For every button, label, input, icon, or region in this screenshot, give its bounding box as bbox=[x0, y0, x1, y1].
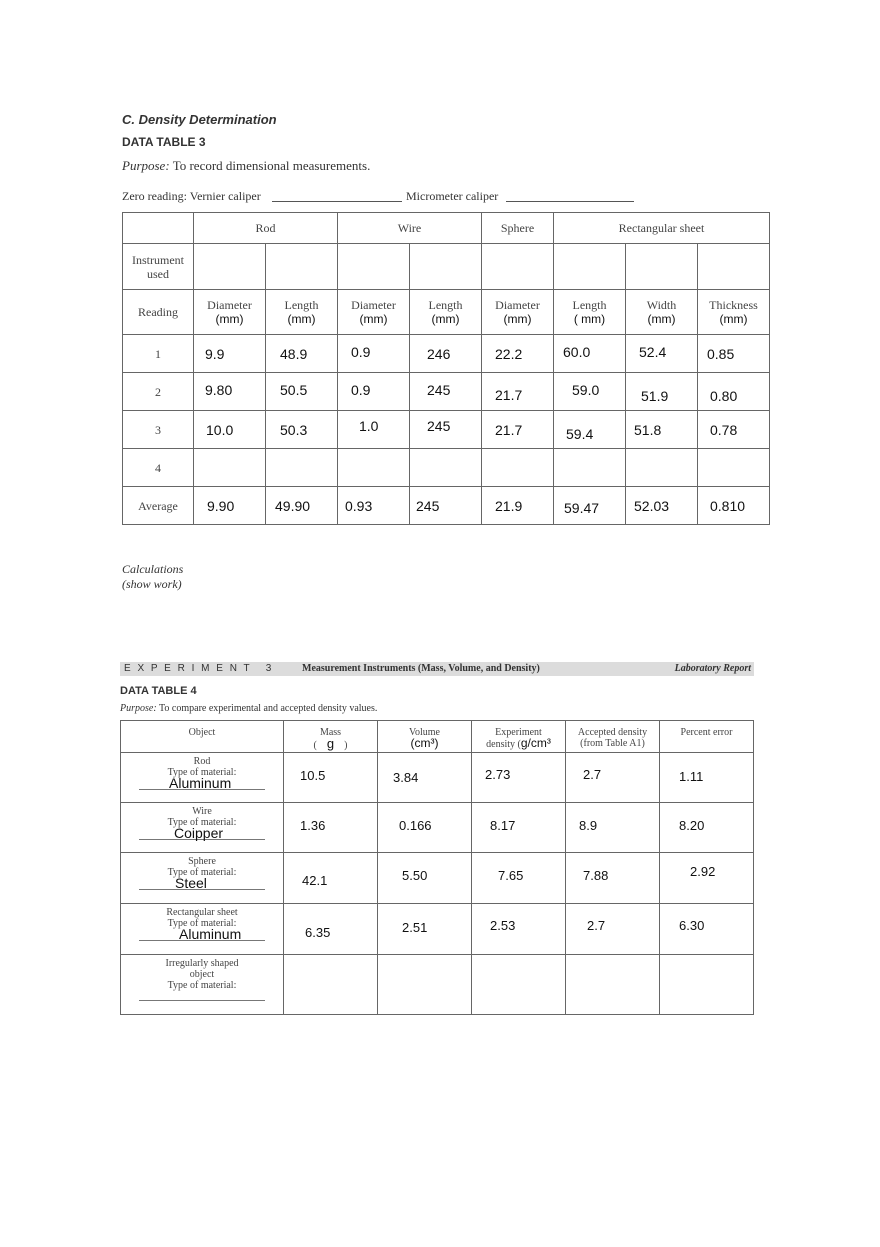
value-cell[interactable]: 59.47 bbox=[554, 487, 626, 525]
col-unit: (mm) bbox=[431, 312, 460, 326]
mass-cell[interactable]: 42.1 bbox=[284, 853, 378, 904]
value-cell[interactable]: 50.3 bbox=[266, 411, 338, 449]
header-accepted-label: Accepted density bbox=[577, 727, 648, 738]
percent-cell[interactable]: 6.30 bbox=[660, 904, 754, 955]
value-cell[interactable]: 9.80 bbox=[194, 373, 266, 411]
header-percent bbox=[660, 721, 754, 753]
object-name-2: object bbox=[189, 969, 215, 980]
value-cell[interactable] bbox=[626, 449, 698, 487]
col-header bbox=[266, 290, 338, 335]
zero-reading-label: Zero reading: bbox=[122, 189, 187, 203]
col-name: Width bbox=[646, 298, 677, 312]
group-header-wire: Wire bbox=[338, 213, 482, 244]
value-cell[interactable]: 51.9 bbox=[626, 373, 698, 411]
experiment-title: Measurement Instruments (Mass, Volume, and Density) bbox=[302, 663, 540, 674]
header-density-prefix: density ( bbox=[486, 739, 521, 750]
value-cell[interactable] bbox=[482, 449, 554, 487]
header-density-unit: g/cm³ bbox=[520, 736, 551, 750]
average-row bbox=[123, 487, 770, 525]
col-name: Length bbox=[284, 298, 319, 312]
value-cell[interactable]: 21.7 bbox=[482, 373, 554, 411]
table4-row-sphere bbox=[121, 853, 754, 904]
header-volume-label: Volume bbox=[409, 727, 440, 738]
value-cell[interactable]: 50.5 bbox=[266, 373, 338, 411]
corner-cell bbox=[123, 213, 194, 244]
exp-density-cell[interactable]: 8.17 bbox=[472, 803, 566, 853]
group-header-sphere: Sphere bbox=[482, 213, 554, 244]
value-cell[interactable]: 22.2 bbox=[482, 335, 554, 373]
object-name: Wire bbox=[192, 806, 212, 817]
value-cell[interactable]: 0.78 bbox=[698, 411, 770, 449]
col-name: Length bbox=[428, 298, 463, 312]
col-name: Thickness bbox=[709, 298, 758, 312]
exp-density-cell[interactable] bbox=[472, 955, 566, 1015]
instrument-cell[interactable] bbox=[266, 244, 338, 290]
reading-label: Reading bbox=[123, 290, 194, 335]
value-cell[interactable] bbox=[410, 449, 482, 487]
value-cell[interactable]: 1.0 bbox=[338, 411, 410, 449]
col-unit: (mm) bbox=[215, 312, 244, 326]
volume-cell[interactable] bbox=[378, 955, 472, 1015]
reading-row-3 bbox=[123, 411, 770, 449]
value-cell[interactable]: 51.8 bbox=[626, 411, 698, 449]
header-mass-unit: g bbox=[326, 736, 335, 751]
value-cell[interactable]: 0.9 bbox=[338, 373, 410, 411]
volume-cell[interactable]: 5.50 bbox=[378, 853, 472, 904]
mass-cell[interactable] bbox=[284, 955, 378, 1015]
data-table-4 bbox=[120, 720, 754, 1015]
value-cell[interactable]: 60.0 bbox=[554, 335, 626, 373]
col-unit: (mm) bbox=[719, 312, 748, 326]
calculations-label bbox=[122, 562, 183, 592]
table3-purpose bbox=[122, 158, 370, 174]
object-name: Rod bbox=[193, 756, 211, 767]
table4-row-rod bbox=[121, 753, 754, 803]
value-cell[interactable]: 0.93 bbox=[338, 487, 410, 525]
accepted-cell[interactable]: 2.7 bbox=[566, 904, 660, 955]
row-label: 4 bbox=[123, 449, 194, 487]
instrument-cell[interactable] bbox=[554, 244, 626, 290]
object-name: Sphere bbox=[188, 856, 216, 867]
header-object-label: Object bbox=[188, 727, 216, 738]
header-percent-label: Percent error bbox=[680, 727, 733, 738]
paren-close: ) bbox=[344, 740, 348, 751]
object-cell bbox=[121, 803, 284, 853]
value-cell[interactable]: 48.9 bbox=[266, 335, 338, 373]
header-mass-label: Mass bbox=[319, 727, 342, 738]
col-unit: ( mm) bbox=[573, 312, 606, 326]
value-cell[interactable]: 0.80 bbox=[698, 373, 770, 411]
experiment-banner bbox=[120, 662, 754, 676]
col-header bbox=[338, 290, 410, 335]
table4-header-row bbox=[121, 721, 754, 753]
material-field[interactable]: Aluminum bbox=[139, 778, 265, 790]
exp-density-cell[interactable]: 2.53 bbox=[472, 904, 566, 955]
reading-row-2 bbox=[123, 373, 770, 411]
group-header-rod: Rod bbox=[194, 213, 338, 244]
col-header bbox=[626, 290, 698, 335]
value-cell[interactable] bbox=[194, 449, 266, 487]
instrument-cell[interactable] bbox=[410, 244, 482, 290]
instrument-cell[interactable] bbox=[626, 244, 698, 290]
volume-cell[interactable]: 0.166 bbox=[378, 803, 472, 853]
vernier-blank bbox=[272, 201, 402, 202]
col-unit: (mm) bbox=[647, 312, 676, 326]
zero-reading-line bbox=[122, 189, 261, 204]
percent-cell[interactable]: 8.20 bbox=[660, 803, 754, 853]
header-volume-unit: (cm³) bbox=[410, 736, 439, 750]
instrument-label: Instrument used bbox=[123, 244, 194, 290]
col-header bbox=[194, 290, 266, 335]
header-density-line bbox=[472, 738, 565, 750]
col-name: Length bbox=[572, 298, 607, 312]
object-name: Rectangular sheet bbox=[166, 907, 238, 918]
micrometer-blank bbox=[506, 201, 634, 202]
percent-cell[interactable] bbox=[660, 955, 754, 1015]
value-cell[interactable]: 59.0 bbox=[554, 373, 626, 411]
micrometer-label: Micrometer caliper bbox=[406, 189, 499, 203]
value-cell[interactable]: 246 bbox=[410, 335, 482, 373]
exp-density-cell[interactable]: 7.65 bbox=[472, 853, 566, 904]
row-label: 3 bbox=[123, 411, 194, 449]
instrument-cell[interactable] bbox=[194, 244, 266, 290]
object-cell bbox=[121, 955, 284, 1015]
value-cell[interactable]: 9.9 bbox=[194, 335, 266, 373]
accepted-cell[interactable]: 7.88 bbox=[566, 853, 660, 904]
col-header bbox=[410, 290, 482, 335]
header-exp-density bbox=[472, 721, 566, 753]
purpose-text: To record dimensional measurements. bbox=[172, 158, 371, 173]
purpose-label: Purpose: bbox=[120, 703, 157, 714]
table4-row-sheet bbox=[121, 904, 754, 955]
accepted-cell[interactable]: 8.9 bbox=[566, 803, 660, 853]
paren-open: ( bbox=[313, 740, 317, 751]
value-cell[interactable] bbox=[338, 449, 410, 487]
col-name: Diameter bbox=[495, 298, 540, 312]
exp-density-cell[interactable]: 2.73 bbox=[472, 753, 566, 803]
type-label: Type of material: bbox=[167, 817, 237, 828]
table4-title: DATA TABLE 4 bbox=[120, 685, 197, 697]
object-name: Irregularly shaped bbox=[165, 958, 239, 969]
group-header-row bbox=[123, 213, 770, 244]
object-cell bbox=[121, 853, 284, 904]
mass-cell[interactable]: 1.36 bbox=[284, 803, 378, 853]
col-header bbox=[482, 290, 554, 335]
col-header bbox=[698, 290, 770, 335]
col-name: Diameter bbox=[351, 298, 396, 312]
row-label: 2 bbox=[123, 373, 194, 411]
experiment-label: E X P E R I M E N T 3 bbox=[124, 663, 274, 674]
value-cell[interactable] bbox=[266, 449, 338, 487]
type-label: Type of material: bbox=[167, 980, 237, 991]
table4-purpose bbox=[120, 703, 377, 714]
value-cell[interactable] bbox=[698, 449, 770, 487]
header-volume bbox=[378, 721, 472, 753]
mass-cell[interactable]: 6.35 bbox=[284, 904, 378, 955]
header-accepted bbox=[566, 721, 660, 753]
col-unit: (mm) bbox=[359, 312, 388, 326]
table4-row-irregular bbox=[121, 955, 754, 1015]
value-cell[interactable] bbox=[554, 449, 626, 487]
material-field[interactable]: Coipper bbox=[139, 828, 265, 840]
group-header-sheet: Rectangular sheet bbox=[554, 213, 770, 244]
calculations-subtitle: (show work) bbox=[122, 577, 182, 591]
experiment-right: Laboratory Report bbox=[674, 663, 751, 674]
value-cell[interactable]: 21.9 bbox=[482, 487, 554, 525]
vernier-label: Vernier caliper bbox=[189, 189, 261, 203]
volume-cell[interactable]: 2.51 bbox=[378, 904, 472, 955]
value-cell[interactable]: 0.9 bbox=[338, 335, 410, 373]
reading-row-1 bbox=[123, 335, 770, 373]
header-mass-unit-line bbox=[284, 738, 377, 751]
header-accepted-sub: (from Table A1) bbox=[580, 738, 645, 749]
type-label: Type of material: bbox=[167, 767, 237, 778]
type-label: Type of material: bbox=[167, 918, 237, 929]
value-cell[interactable]: 49.90 bbox=[266, 487, 338, 525]
value-cell[interactable]: 21.7 bbox=[482, 411, 554, 449]
material-field[interactable]: Aluminum bbox=[139, 929, 265, 941]
object-cell bbox=[121, 753, 284, 803]
value-cell[interactable]: 245 bbox=[410, 373, 482, 411]
purpose-text: To compare experimental and accepted density values. bbox=[159, 703, 378, 714]
value-cell[interactable]: 52.03 bbox=[626, 487, 698, 525]
instrument-cell[interactable] bbox=[698, 244, 770, 290]
object-cell bbox=[121, 904, 284, 955]
header-exp-label: Experiment bbox=[495, 727, 542, 738]
calculations-title: Calculations bbox=[122, 562, 184, 576]
accepted-cell[interactable]: 2.7 bbox=[566, 753, 660, 803]
material-field[interactable] bbox=[139, 999, 265, 1001]
value-cell[interactable]: 245 bbox=[410, 411, 482, 449]
reading-row-4 bbox=[123, 449, 770, 487]
table4-row-wire bbox=[121, 803, 754, 853]
volume-cell[interactable]: 3.84 bbox=[378, 753, 472, 803]
col-name: Diameter bbox=[207, 298, 252, 312]
instrument-cell[interactable] bbox=[482, 244, 554, 290]
percent-cell[interactable]: 1.11 bbox=[660, 753, 754, 803]
column-header-row bbox=[123, 290, 770, 335]
material-field[interactable]: Steel bbox=[139, 878, 265, 890]
mass-cell[interactable]: 10.5 bbox=[284, 753, 378, 803]
purpose-label: Purpose: bbox=[122, 158, 170, 173]
col-unit: (mm) bbox=[503, 312, 532, 326]
header-mass bbox=[284, 721, 378, 753]
percent-cell[interactable]: 2.92 bbox=[660, 853, 754, 904]
table3-title: DATA TABLE 3 bbox=[122, 135, 206, 149]
data-table-3 bbox=[122, 212, 770, 525]
value-cell[interactable]: 9.90 bbox=[194, 487, 266, 525]
row-label: Average bbox=[123, 487, 194, 525]
accepted-cell[interactable] bbox=[566, 955, 660, 1015]
row-label: 1 bbox=[123, 335, 194, 373]
value-cell[interactable]: 59.4 bbox=[554, 411, 626, 449]
section-heading: C. Density Determination bbox=[122, 112, 277, 127]
instrument-row bbox=[123, 244, 770, 290]
value-cell[interactable]: 0.810 bbox=[698, 487, 770, 525]
instrument-cell[interactable] bbox=[338, 244, 410, 290]
value-cell[interactable]: 52.4 bbox=[626, 335, 698, 373]
col-unit: (mm) bbox=[287, 312, 316, 326]
value-cell[interactable]: 0.85 bbox=[698, 335, 770, 373]
header-object bbox=[121, 721, 284, 753]
value-cell[interactable]: 10.0 bbox=[194, 411, 266, 449]
col-header bbox=[554, 290, 626, 335]
value-cell[interactable]: 245 bbox=[410, 487, 482, 525]
type-label: Type of material: bbox=[167, 867, 237, 878]
